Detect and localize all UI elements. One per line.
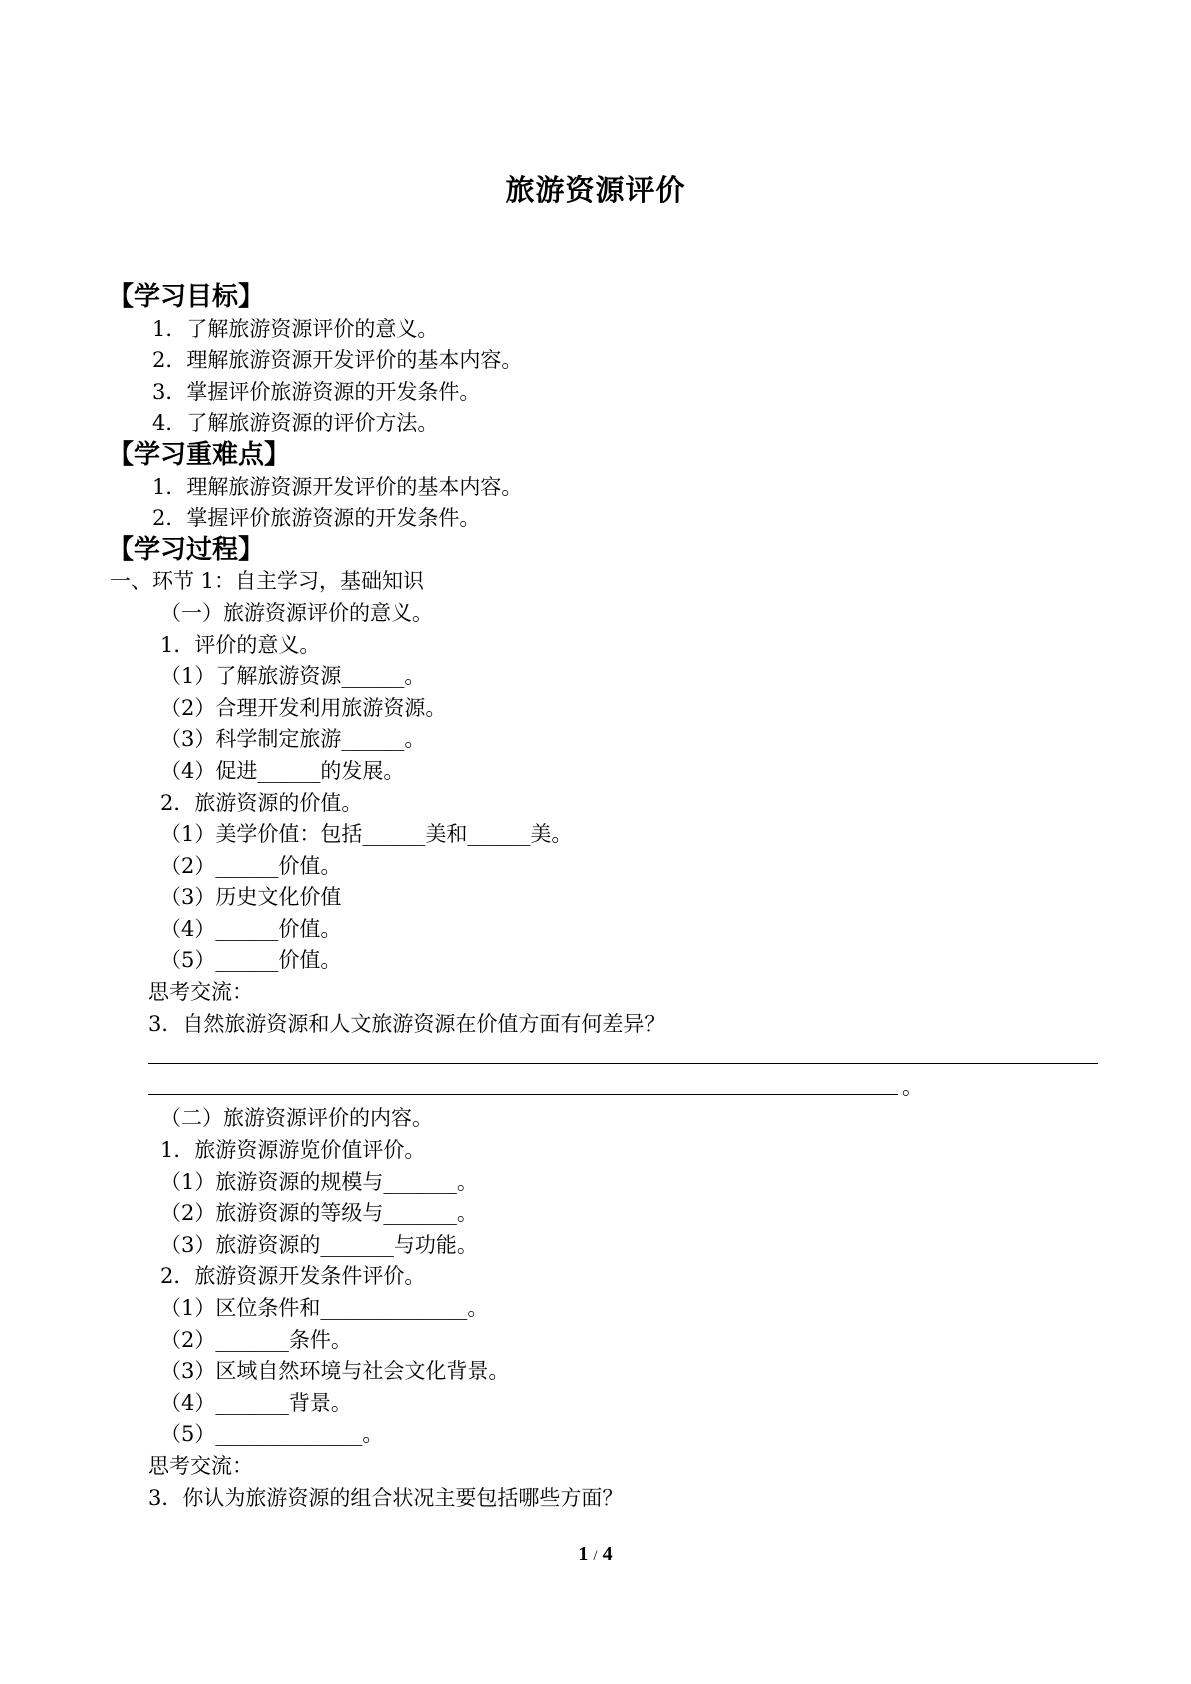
text-line: 4．了解旅游资源的评价方法。 bbox=[152, 411, 439, 436]
text-line: （3）区域自然环境与社会文化背景。 bbox=[160, 1359, 510, 1384]
text-line: 2．旅游资源的价值。 bbox=[160, 790, 363, 815]
text-line: 2．掌握评价旅游资源的开发条件。 bbox=[152, 506, 481, 531]
text-line: 1．评价的意义。 bbox=[160, 632, 321, 657]
text-line: （2）旅游资源的等级与_______。 bbox=[160, 1201, 478, 1226]
text-line: 思考交流： bbox=[148, 980, 253, 1005]
text-line: （5）______________。 bbox=[160, 1422, 384, 1447]
text-line: （2）_______条件。 bbox=[160, 1327, 352, 1352]
text-line: 3．掌握评价旅游资源的开发条件。 bbox=[152, 379, 481, 404]
document-body bbox=[0, 282, 1191, 1514]
text-line: （一）旅游资源评价的意义。 bbox=[160, 600, 433, 625]
text-line: 一、环节 1：自主学习，基础知识 bbox=[110, 569, 425, 594]
page-total: 4 bbox=[602, 1543, 613, 1565]
text-line: （3）历史文化价值 bbox=[160, 885, 342, 910]
document-title: 旅游资源评价 bbox=[505, 173, 686, 207]
text-line: 1．旅游资源游览价值评价。 bbox=[160, 1138, 426, 1163]
text-line: 3．自然旅游资源和人文旅游资源在价值方面有何差异？ bbox=[148, 1011, 666, 1036]
text-line: 思考交流： bbox=[148, 1453, 253, 1478]
text-line: （4）______价值。 bbox=[160, 916, 342, 941]
answer-underline[interactable] bbox=[148, 1094, 898, 1095]
text-line: 3．你认为旅游资源的组合状况主要包括哪些方面？ bbox=[148, 1485, 624, 1510]
text-line: （1）了解旅游资源______。 bbox=[160, 664, 426, 689]
text-line: （3）旅游资源的_______与功能。 bbox=[160, 1232, 478, 1257]
answer-line bbox=[0, 1072, 1191, 1104]
text-line: （4）促进______的发展。 bbox=[160, 758, 405, 783]
section-heading: 【学习过程】 bbox=[108, 534, 265, 565]
text-line: （2）合理开发利用旅游资源。 bbox=[160, 695, 447, 720]
page-current: 1 bbox=[578, 1543, 589, 1565]
page-number bbox=[0, 1543, 1191, 1566]
text-line: 1．了解旅游资源评价的意义。 bbox=[152, 316, 439, 341]
text-line: （4）_______背景。 bbox=[160, 1390, 352, 1415]
answer-line bbox=[0, 1040, 1191, 1072]
text-line: （1）美学价值：包括______美和______美。 bbox=[160, 822, 573, 847]
answer-underline[interactable] bbox=[148, 1063, 1098, 1064]
answer-line-end: 。 bbox=[902, 1075, 923, 1100]
text-line: 1．理解旅游资源开发评价的基本内容。 bbox=[152, 474, 523, 499]
text-line: 2．理解旅游资源开发评价的基本内容。 bbox=[152, 348, 523, 373]
text-line: （1）旅游资源的规模与_______。 bbox=[160, 1169, 478, 1194]
text-line: （二）旅游资源评价的内容。 bbox=[160, 1106, 433, 1131]
text-line: 2．旅游资源开发条件评价。 bbox=[160, 1264, 426, 1289]
text-line: （1）区位条件和______________。 bbox=[160, 1296, 489, 1320]
text-line: （2）______价值。 bbox=[160, 853, 342, 878]
text-line: （3）科学制定旅游______。 bbox=[160, 727, 426, 752]
page-separator: / bbox=[593, 1548, 598, 1564]
text-line: （5）______价值。 bbox=[160, 948, 342, 973]
section-heading: 【学习目标】 bbox=[108, 282, 265, 312]
section-heading: 【学习重难点】 bbox=[108, 439, 291, 470]
